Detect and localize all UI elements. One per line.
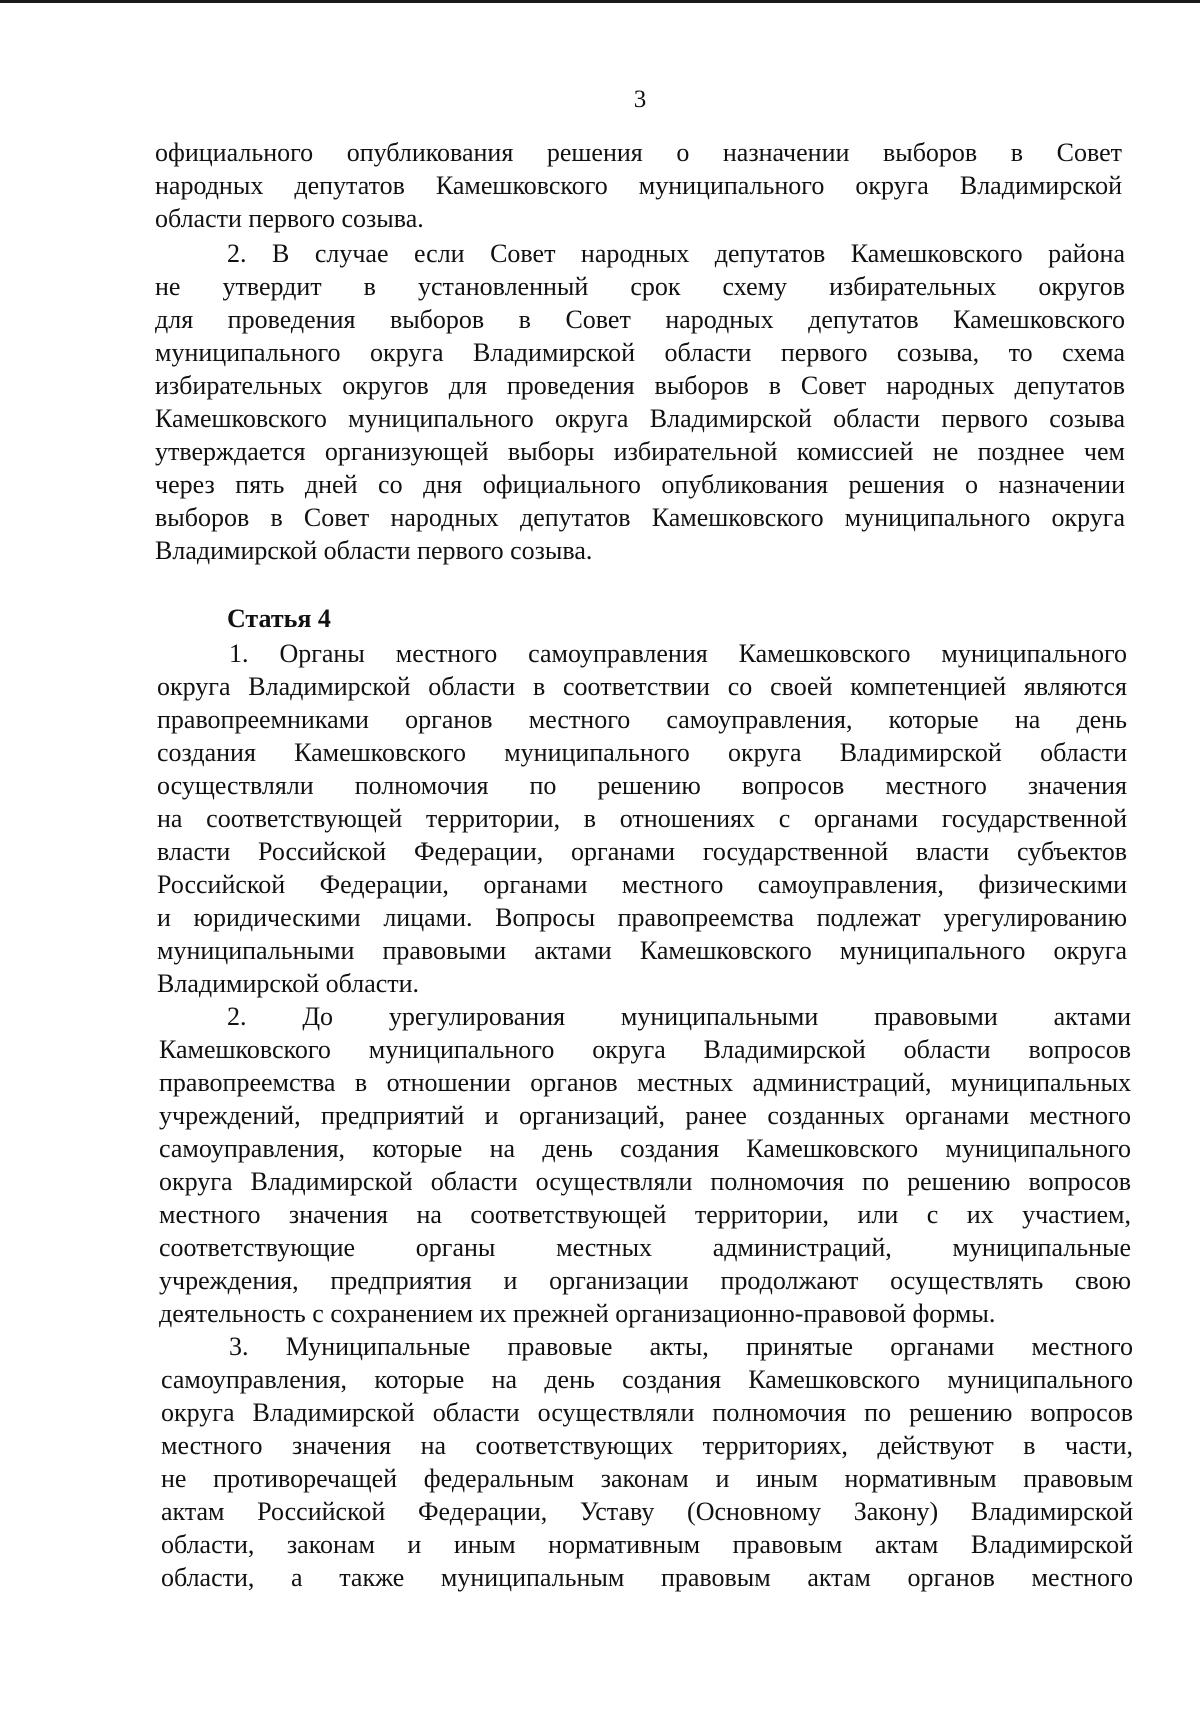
text-line: через пять дней со дня официального опубликования решения о назначении bbox=[155, 470, 1125, 499]
text-line: актам Российской Федерации, Уставу (Основному Закону) Владимирской bbox=[161, 1497, 1133, 1526]
text-line: утверждается организующей выборы избирательной комиссией не позднее чем bbox=[155, 437, 1125, 466]
text-line: народных депутатов Камешковского муниципального округа Владимирской bbox=[155, 171, 1122, 200]
text-line: деятельность с сохранением их прежней организационно-правовой формы. bbox=[159, 1299, 996, 1328]
paragraph bbox=[155, 237, 1125, 567]
text-line: соответствующие органы местных администраций, муниципальные bbox=[159, 1233, 1131, 1262]
text-line: не утвердит в установленный срок схему избирательных округов bbox=[155, 272, 1125, 301]
text-line: Камешковского муниципального округа Владимирской области первого созыва bbox=[155, 404, 1125, 433]
text-line: местного значения на соответствующих территориях, действуют в части, bbox=[161, 1431, 1133, 1460]
text-line: Статья 4 bbox=[227, 604, 331, 633]
text-line: округа Владимирской области осуществляли полномочия по решению вопросов bbox=[161, 1398, 1133, 1427]
scan-top-edge bbox=[0, 0, 1200, 3]
text-line: правопреемства в отношении органов местных администраций, муниципальных bbox=[159, 1068, 1131, 1097]
text-line: осуществляли полномочия по решению вопросов местного значения bbox=[157, 771, 1127, 800]
text-line: учреждений, предприятий и организаций, ранее созданных органами местного bbox=[159, 1101, 1131, 1130]
paragraph bbox=[161, 1330, 1133, 1594]
text-line: Владимирской области. bbox=[157, 969, 420, 998]
text-line: 1. Органы местного самоуправления Камешковского муниципального bbox=[229, 639, 1127, 668]
paragraph bbox=[155, 136, 1122, 235]
text-line: Камешковского муниципального округа Владимирской области вопросов bbox=[159, 1035, 1131, 1064]
text-line: выборов в Совет народных депутатов Камешковского муниципального округа bbox=[155, 503, 1125, 532]
text-line: создания Камешковского муниципального округа Владимирской области bbox=[157, 738, 1127, 767]
page-number: 3 bbox=[633, 86, 647, 113]
text-line: области, законам и иным нормативным правовым актам Владимирской bbox=[161, 1530, 1133, 1559]
text-line: Российской Федерации, органами местного самоуправления, физическими bbox=[157, 870, 1127, 899]
text-line: правопреемниками органов местного самоуправления, которые на день bbox=[157, 705, 1127, 734]
text-line: муниципальными правовыми актами Камешковского муниципального округа bbox=[157, 936, 1127, 965]
text-line: 3. Муниципальные правовые акты, принятые органами местного bbox=[229, 1332, 1133, 1361]
text-line: округа Владимирской области осуществляли полномочия по решению вопросов bbox=[159, 1167, 1131, 1196]
text-line: официального опубликования решения о назначении выборов в Совет bbox=[155, 138, 1122, 167]
text-line: избирательных округов для проведения выборов в Совет народных депутатов bbox=[155, 371, 1125, 400]
paragraph bbox=[159, 1000, 1131, 1330]
text-line: и юридическими лицами. Вопросы правопреемства подлежат урегулированию bbox=[157, 903, 1127, 932]
text-line: самоуправления, которые на день создания Камешковского муниципального bbox=[159, 1134, 1131, 1163]
text-line: власти Российской Федерации, органами государственной власти субъектов bbox=[157, 837, 1127, 866]
text-line: округа Владимирской области в соответствии со своей компетенцией являются bbox=[157, 672, 1127, 701]
text-line: местного значения на соответствующей территории, или с их участием, bbox=[159, 1200, 1131, 1229]
text-line: для проведения выборов в Совет народных депутатов Камешковского bbox=[155, 305, 1125, 334]
text-line: области первого созыва. bbox=[155, 204, 424, 233]
text-line: Владимирской области первого созыва. bbox=[155, 536, 593, 565]
text-line: учреждения, предприятия и организации продолжают осуществлять свою bbox=[159, 1266, 1131, 1295]
text-line: на соответствующей территории, в отношениях с органами государственной bbox=[157, 804, 1127, 833]
text-line: самоуправления, которые на день создания Камешковского муниципального bbox=[161, 1365, 1133, 1394]
text-line: не противоречащей федеральным законам и иным нормативным правовым bbox=[161, 1464, 1133, 1493]
text-line: 2. В случае если Совет народных депутатов Камешковского района bbox=[227, 239, 1125, 268]
text-line: области, а также муниципальным правовым актам органов местного bbox=[161, 1563, 1133, 1592]
text-line: 2. До урегулирования муниципальными правовыми актами bbox=[227, 1002, 1131, 1031]
paragraph bbox=[157, 637, 1127, 1000]
text-line: муниципального округа Владимирской области первого созыва, то схема bbox=[155, 338, 1125, 367]
article-heading bbox=[227, 602, 527, 635]
